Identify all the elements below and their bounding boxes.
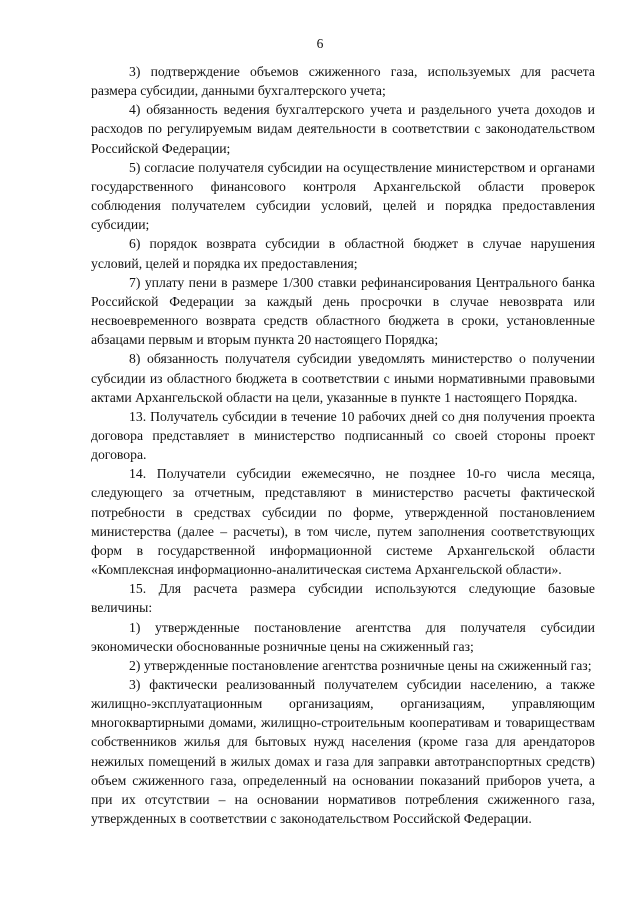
paragraph-item-6: 6) порядок возврата субсидии в областной бюджет в случае нарушения условий, целей и порядка их предоставления; (91, 236, 595, 271)
paragraph-item-8: 8) обязанность получателя субсидии уведомлять министерство о получении субсидии из областного бюджета в соответствии с иными нормативными правовыми актами Архангельской области на цели, указанные в пункте 1 настоящего Порядка. (91, 351, 595, 405)
page-number: 6 (316, 36, 324, 51)
paragraph-item-5: 5) согласие получателя субсидии на осуществление министерством и органами государственного финансового контроля Архангельской области проверок соблюдения получателем субсидии условий, целей и порядка предоставления субсидии; (91, 159, 595, 233)
paragraph-base-value-1: 1) утвержденные постановление агентства для получателя субсидии экономически обоснованные розничные цены на сжиженный газ; (91, 619, 595, 654)
paragraph-clause-13: 13. Получатель субсидии в течение 10 рабочих дней со дня получения проекта договора представляет в министерство подписанный со своей стороны проект договора. (91, 408, 595, 463)
paragraph-clause-15: 15. Для расчета размера субсидии используются следующие базовые величины: (91, 581, 595, 616)
paragraph-base-value-2: 2) утвержденные постановление агентства розничные цены на сжиженный газ; (129, 657, 592, 673)
paragraph-item-4: 4) обязанность ведения бухгалтерского учета и раздельного учета доходов и расходов по регулируемым видам деятельности в соответствии с законодательством Российской Федерации; (91, 102, 595, 156)
document-body (91, 62, 595, 828)
paragraph-clause-14: 14. Получатели субсидии ежемесячно, не позднее 10-го числа месяца, следующего за отчетным, представляют в министерство расчеты фактической потребности в средствах субсидии по форме, утвержденной постановлением министерства (далее – расчеты), в том числе, путем заполнения соответствующих форм в государственной информационной системе Архангельской области «Комплексная информационно-аналитическая система Архангельской области». (91, 466, 595, 578)
paragraph-item-3: 3) подтверждение объемов сжиженного газа, используемых для расчета размера субсидии, данными бухгалтерского учета; (91, 64, 595, 99)
paragraph-item-7: 7) уплату пени в размере 1/300 ставки рефинансирования Центрального банка Российской Федерации за каждый день просрочки в случае невозврата или несвоевременного возврата средств областного бюджета в сроки, установленные абзацами первым и вторым пункта 20 настоящего Порядка; (91, 274, 595, 348)
paragraph-base-value-3: 3) фактически реализованный получателем субсидии населению, а также жилищно-эксплуатационным организациям, организациям, управляющим многоквартирными домами, жилищно-строительным кооперативам и товариществам собственников жилья для бытовых нужд населения (кроме газа для арендаторов нежилых помещений в жилых домах и газа для заправки автотранспортных средств) объем сжиженного газа, определенный на основании показаний приборов учета, а при их отсутствии – на основании нормативов потребления сжиженного газа, утвержденных в соответствии с законодательством Российской Федерации. (91, 677, 595, 827)
